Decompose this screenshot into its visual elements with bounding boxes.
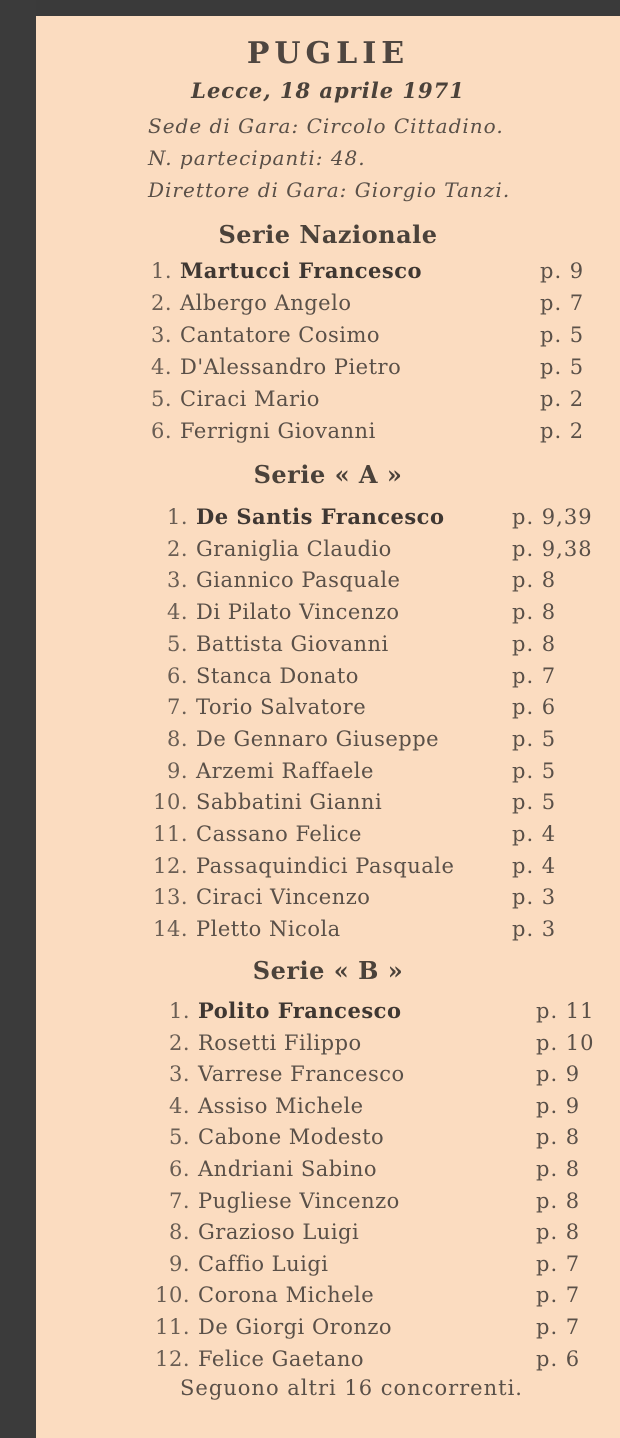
- player-points: p. 8: [512, 568, 557, 592]
- player-name: Grazioso Luigi: [198, 1220, 360, 1244]
- ranking-row: [168, 1186, 400, 1216]
- player-points: p. 8: [536, 1189, 581, 1213]
- page-title: PUGLIE: [246, 36, 410, 71]
- player-name: Giannico Pasquale: [196, 568, 401, 592]
- player-points: p. 6: [512, 695, 557, 719]
- document-page: [36, 16, 620, 1438]
- player-name: D'Alessandro Pietro: [180, 355, 402, 379]
- ranking-row: [150, 256, 422, 286]
- player-name: De Giorgi Oronzo: [198, 1315, 393, 1339]
- rank-number: 1.: [150, 259, 172, 283]
- rank-number: 10.: [155, 1283, 190, 1307]
- player-points: p. 5: [512, 759, 557, 783]
- rank-number: 4.: [168, 1094, 190, 1118]
- player-points: p. 5: [540, 323, 585, 347]
- rank-number: 9.: [166, 759, 188, 783]
- player-name: Assiso Michele: [198, 1094, 364, 1118]
- player-name: Varrese Francesco: [198, 1062, 405, 1086]
- rank-number: 2.: [166, 537, 188, 561]
- player-points: p. 10: [536, 1031, 595, 1055]
- player-name: Di Pilato Vincenzo: [196, 600, 400, 624]
- ranking-row: [166, 565, 401, 595]
- player-name: Stanca Donato: [196, 664, 359, 688]
- player-points: p. 5: [512, 790, 557, 814]
- event-date-line: Lecce, 18 aprile 1971: [191, 78, 465, 103]
- player-points: p. 2: [540, 419, 585, 443]
- player-name: Andriani Sabino: [198, 1157, 378, 1181]
- rank-number: 13.: [153, 885, 188, 909]
- rank-number: 6.: [168, 1157, 190, 1181]
- player-points: p. 9,38: [512, 537, 593, 561]
- player-name: De Santis Francesco: [196, 504, 445, 529]
- rank-number: 6.: [150, 419, 172, 443]
- rank-number: 8.: [168, 1220, 190, 1244]
- viewer-frame-left: [0, 0, 36, 1438]
- ranking-row: [150, 416, 376, 446]
- player-name: Pletto Nicola: [196, 917, 341, 941]
- ranking-row: [166, 661, 359, 691]
- player-name: Graniglia Claudio: [196, 537, 392, 561]
- rank-number: 1.: [166, 505, 188, 529]
- ranking-row: [166, 756, 374, 786]
- player-name: Cabone Modesto: [198, 1125, 385, 1149]
- player-points: p. 8: [536, 1220, 581, 1244]
- player-name: Torio Salvatore: [196, 695, 367, 719]
- rank-number: 3.: [166, 568, 188, 592]
- player-name: Ferrigni Giovanni: [180, 419, 376, 443]
- player-points: p. 5: [512, 727, 557, 751]
- rank-number: 3.: [168, 1062, 190, 1086]
- player-name: Martucci Francesco: [180, 258, 422, 283]
- rank-number: 10.: [153, 790, 188, 814]
- rank-number: 12.: [153, 854, 188, 878]
- rank-number: 4.: [150, 355, 172, 379]
- player-name: Pugliese Vincenzo: [198, 1189, 400, 1213]
- rank-number: 7.: [166, 695, 188, 719]
- player-points: p. 11: [536, 999, 595, 1023]
- player-name: Cassano Felice: [196, 822, 362, 846]
- player-points: p. 9: [536, 1062, 581, 1086]
- ranking-row: [168, 1059, 405, 1089]
- player-name: Passaquindici Pasquale: [196, 854, 455, 878]
- player-points: p. 8: [512, 600, 557, 624]
- ranking-row: [166, 692, 367, 722]
- rank-number: 5.: [168, 1125, 190, 1149]
- player-points: p. 8: [512, 632, 557, 656]
- ranking-row: [150, 288, 352, 318]
- ranking-row: [166, 724, 440, 754]
- player-points: p. 4: [512, 822, 557, 846]
- player-points: p. 7: [540, 291, 585, 315]
- rank-number: 4.: [166, 600, 188, 624]
- player-name: Felice Gaetano: [198, 1347, 364, 1371]
- ranking-row: [150, 320, 381, 350]
- player-name: Ciraci Mario: [180, 387, 320, 411]
- ranking-row: [153, 787, 383, 817]
- ranking-row: [166, 534, 392, 564]
- player-name: Caffio Luigi: [198, 1252, 329, 1276]
- ranking-row: [168, 1249, 329, 1279]
- ranking-row: [168, 1028, 362, 1058]
- ranking-row: [168, 1091, 364, 1121]
- ranking-row: [153, 882, 371, 912]
- ranking-row: [166, 629, 389, 659]
- rank-number: 2.: [150, 291, 172, 315]
- rank-number: 3.: [150, 323, 172, 347]
- rank-number: 7.: [168, 1189, 190, 1213]
- player-points: p. 4: [512, 854, 557, 878]
- player-points: p. 8: [536, 1157, 581, 1181]
- rank-number: 5.: [166, 632, 188, 656]
- player-name: Cantatore Cosimo: [180, 323, 381, 347]
- ranking-row: [155, 1344, 364, 1374]
- rank-number: 9.: [168, 1252, 190, 1276]
- ranking-row: [168, 1217, 360, 1247]
- meta-participants: N. partecipanti: 48.: [148, 146, 366, 170]
- player-name: Polito Francesco: [198, 998, 402, 1023]
- player-points: p. 3: [512, 885, 557, 909]
- player-name: Battista Giovanni: [196, 632, 389, 656]
- rank-number: 11.: [153, 822, 188, 846]
- player-points: p. 7: [536, 1252, 581, 1276]
- rank-number: 1.: [168, 999, 190, 1023]
- player-points: p. 8: [536, 1125, 581, 1149]
- rank-number: 2.: [168, 1031, 190, 1055]
- player-points: p. 9,39: [512, 505, 593, 529]
- player-points: p. 7: [536, 1315, 581, 1339]
- player-points: p. 7: [512, 664, 557, 688]
- player-points: p. 5: [540, 355, 585, 379]
- rank-number: 8.: [166, 727, 188, 751]
- player-name: De Gennaro Giuseppe: [196, 727, 440, 751]
- ranking-row: [168, 996, 402, 1026]
- ranking-row: [153, 819, 362, 849]
- ranking-row: [168, 1154, 378, 1184]
- viewer-frame-top: [0, 0, 620, 16]
- player-points: p. 2: [540, 387, 585, 411]
- ranking-row: [155, 1312, 393, 1342]
- rank-number: 6.: [166, 664, 188, 688]
- player-name: Sabbatini Gianni: [196, 790, 383, 814]
- player-name: Corona Michele: [198, 1283, 375, 1307]
- player-points: p. 9: [540, 259, 585, 283]
- player-name: Ciraci Vincenzo: [196, 885, 371, 909]
- ranking-row: [150, 352, 402, 382]
- ranking-row: [168, 1122, 385, 1152]
- rank-number: 12.: [155, 1347, 190, 1371]
- rank-number: 11.: [155, 1315, 190, 1339]
- player-name: Arzemi Raffaele: [196, 759, 374, 783]
- meta-venue: Sede di Gara: Circolo Cittadino.: [148, 114, 504, 138]
- rank-number: 14.: [153, 917, 188, 941]
- ranking-row: [153, 851, 455, 881]
- player-points: p. 7: [536, 1283, 581, 1307]
- player-name: Albergo Angelo: [180, 291, 352, 315]
- section-title-nazionale: Serie Nazionale: [218, 220, 438, 249]
- player-name: Rosetti Filippo: [198, 1031, 362, 1055]
- footer-note: Seguono altri 16 concorrenti.: [180, 1376, 523, 1400]
- ranking-row: [166, 597, 400, 627]
- ranking-row: [155, 1280, 375, 1310]
- section-title-serie-a: Serie « A »: [253, 460, 403, 489]
- ranking-row: [166, 502, 445, 532]
- ranking-row: [150, 384, 320, 414]
- player-points: p. 9: [536, 1094, 581, 1118]
- section-title-serie-b: Serie « B »: [252, 956, 404, 985]
- meta-director: Direttore di Gara: Giorgio Tanzi.: [148, 178, 511, 202]
- player-points: p. 3: [512, 917, 557, 941]
- player-points: p. 6: [536, 1347, 581, 1371]
- ranking-row: [153, 914, 341, 944]
- rank-number: 5.: [150, 387, 172, 411]
